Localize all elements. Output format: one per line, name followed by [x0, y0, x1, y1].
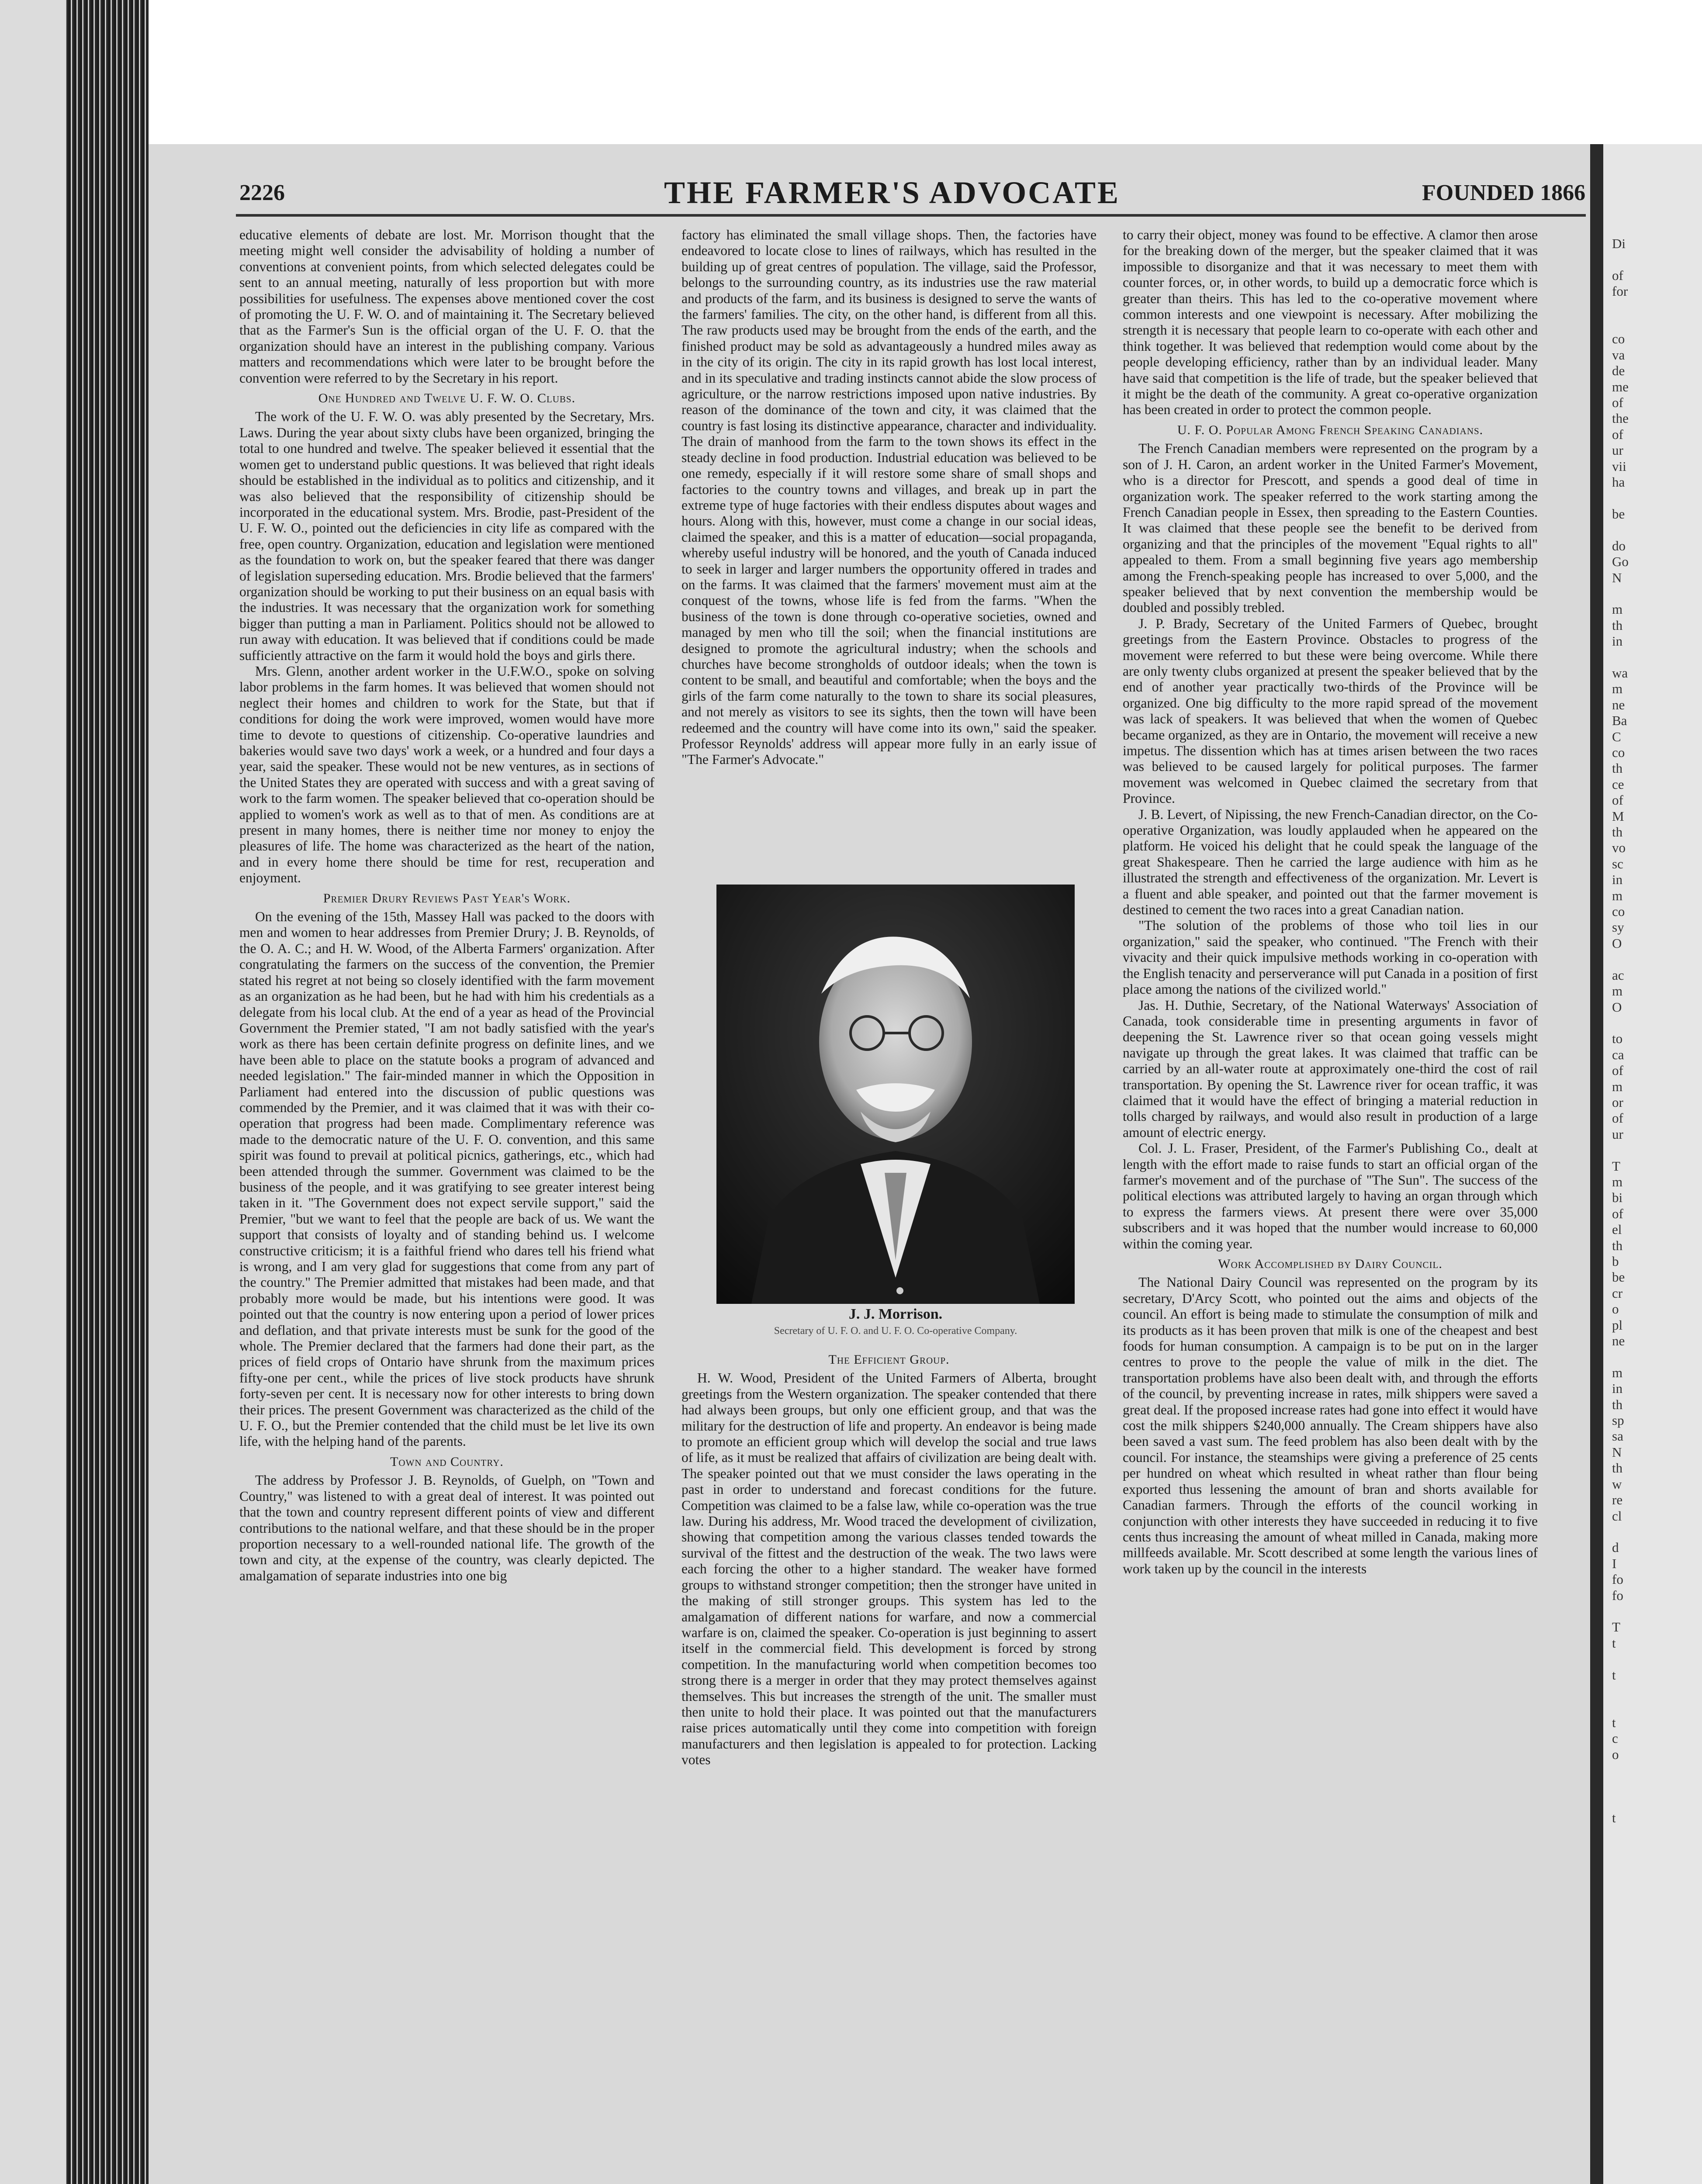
article-column-middle-top — [681, 227, 1097, 768]
fragment-line: w — [1612, 1476, 1622, 1492]
fragment-line: of — [1612, 792, 1623, 808]
article-paragraph: factory has eliminated the small village shops. Then, the factories have endeavored to locate close to lines of railways, which has resulted in the building up of great centres of population. The village, said the Professor, belongs to the surrounding country, as its industries use the raw material and products of the farm, and its business is designed to serve the wants of the farmers' families. The city, on the other hand, is different from all this. The raw products used may be brought from the ends of the earth, and the finished product may be sold as advantageously a hundred miles away as in the city of its origin. The city in its rapid growth has lost local interest, and in its speculative and trading instincts cannot abide the slow process of agriculture, or the narrow restrictions imposed upon native industries. By reason of the dominance of the town and city, it was claimed that the country is fast losing its distinctive appearance, character and individuality. The drain of manhood from the farm to the town shows its effect in the steady decline in food production. Industrial education was believed to be one remedy, especially if it will restore some share of small shops and factories to the country towns and villages, and break up in part the extreme type of huge factories with their endless disputes about wages and hours. Along with this, however, must come a change in our social ideas, claimed the speaker, and this is a matter of education—social propaganda, whereby useful industry will be honored, and the youth of Canada induced to seek in larger and larger numbers the opportunity offered in trades and on the farms. It was claimed that the farmers' movement must aim at the conquest of the towns, whose life is fed from the farms. "When the business of the town is done through co-operative societies, owned and managed by men who till the soil; when the financial institutions are designed to promote the agricultural industry; when the schools and churches have become strongholds of outdoor ideals; when the town is content to be small, and beautiful and comfortable; when the boys and the girls of the farm come naturally to the town to share its social pleasures, and not merely as visitors to see its sights, then the town will have been redeemed and the country will have come into its own," said the speaker. Professor Reynolds' address will appear more fully in an early issue of "The Farmer's Advocate." — [681, 227, 1097, 767]
article-paragraph: educative elements of debate are lost. Mr. Morrison thought that the meeting might well consider the advisability of holding a number of conventions at convenient points, from which selected delegates could be sent to an annual meeting, naturally of less proportion but with more possibilities for usefulness. The expenses above mentioned cover the cost of promoting the U. F. W. O. and of maintaining it. The Secretary believed that as the Farmer's Sun is the official organ of the U. F. O. that the organization should have an interest in the publishing company. Various matters and recommendations which were later to be brought before the convention were referred to by the Secretary in his report. — [239, 227, 654, 386]
scan-top-margin — [66, 0, 1702, 144]
fragment-line: C — [1612, 729, 1621, 744]
fragment-line: Di — [1612, 236, 1626, 251]
fragment-line: of — [1612, 1063, 1623, 1078]
fragment-line: th — [1612, 760, 1623, 776]
fragment-line — [1612, 1349, 1702, 1365]
fragment-line: wa — [1612, 665, 1628, 681]
scan-left-margin — [0, 0, 66, 2184]
fragment-line: fo — [1612, 1572, 1623, 1587]
fragment-line: m — [1612, 601, 1623, 617]
article-paragraph: The National Dairy Council was represented on the program by its secretary, D'Arcy Scott, who pointed out the aims and objects of the council. An effort is being made to stimulate the consumption of milk and its products as it has been proven that milk is one of the cheapest and best foods for human consumption. A campaign is to be put on in the larger centres to prove to the people the value of milk in the diet. The transportation problems have also been dealt with, and through the efforts of the council, by preventing increase in rates, milk shippers were saved a great deal. If the proposed increase rates had gone into effect it would have cost the milk shippers $240,000 annually. The Cream shippers have also been saved a vast sum. The feed problem has also been dealt with by the council. For instance, the steamships were giving a preference of 25 cents per hundred on wheat which resulted in wheat rather than flour being exported thus lessening the amount of bran and shorts available for Canadian farmers. Through the efforts of the council working in conjunction with other interests they have succeeded in reducing it to five cents thus increasing the amount of wheat milled in Canada, making more millfeeds available. Mr. Scott described at some length the various lines of work taken up by the council in the interests — [1123, 1275, 1538, 1576]
fragment-line: in — [1612, 633, 1623, 649]
fragment-line: de — [1612, 363, 1625, 379]
fragment-line: m — [1612, 1365, 1623, 1380]
fragment-line: th — [1612, 824, 1623, 840]
fragment-line: sc — [1612, 856, 1623, 871]
fragment-line: T — [1612, 1619, 1620, 1635]
fragment-line — [1612, 315, 1702, 331]
fragment-line: o — [1612, 1746, 1619, 1762]
fragment-line: O — [1612, 999, 1622, 1015]
article-paragraph: "The solution of the problems of those who toil lies in our organization," said the speaker, who continued. "The French with their vivacity and their quick impulsive methods working in co-operation with the English tenacity and perserverance will put Canada in a position of first place among the nations of the civilized world." — [1123, 918, 1538, 997]
fragment-line: be — [1612, 1269, 1625, 1285]
fragment-line: o — [1612, 1301, 1619, 1317]
fragment-line: or — [1612, 1094, 1623, 1110]
masthead-title: THE FARMER'S ADVOCATE — [664, 175, 1120, 210]
fragment-line — [1612, 586, 1702, 601]
facing-page-text-fragments — [1612, 236, 1702, 1826]
fragment-line — [1612, 1142, 1702, 1158]
fragment-line: m — [1612, 681, 1623, 697]
section-heading: Premier Drury Reviews Past Year's Work. — [323, 891, 571, 905]
section-heading: Town and Country. — [390, 1454, 504, 1469]
fragment-line: c — [1612, 1731, 1618, 1746]
fragment-line: t — [1612, 1810, 1616, 1826]
fragment-line: me — [1612, 379, 1629, 394]
fragment-line: vo — [1612, 840, 1626, 856]
fragment-line: bi — [1612, 1190, 1623, 1206]
fragment-line — [1612, 1603, 1702, 1619]
fragment-line — [1612, 522, 1702, 538]
fragment-line: M — [1612, 808, 1624, 824]
header-rule — [236, 214, 1586, 217]
portrait-name: J. J. Morrison. — [848, 1306, 943, 1322]
fragment-line — [1612, 300, 1702, 315]
fragment-line: pl — [1612, 1317, 1623, 1333]
fragment-line: va — [1612, 347, 1625, 363]
fragment-line: ac — [1612, 967, 1624, 983]
section-heading: One Hundred and Twelve U. F. W. O. Clubs. — [318, 391, 576, 406]
fragment-line: ne — [1612, 1333, 1625, 1349]
section-heading: U. F. O. Popular Among French Speaking Canadians. — [1177, 422, 1484, 437]
fragment-line: of — [1612, 395, 1623, 411]
fragment-line: fo — [1612, 1587, 1623, 1603]
article-paragraph: to carry their object, money was found to be effective. A clamor then arose for the breaking down of the merger, but the speaker claimed that it was impossible to disorganize and that it was necessary to meet them with counter forces, or, in other words, to build up a democratic force which is greater than theirs. This has led to the co-operative movement where common interests and one viewpoint is necessary. After mobilizing the strength it is necessary that people learn to co-operate with each other and think together. It was believed that redemption would come about by the people developing efficiency, rather than by an individual leader. Many have said that competition is the life of trade, but the speaker believed that it might be the death of the community. A great co-operative organization has been created in order to protect the common people. — [1123, 227, 1538, 418]
article-paragraph: The address by Professor J. B. Reynolds, of Guelph, on "Town and Country," was listened to with a great deal of interest. It was pointed out that the town and country represent different points of view and different contributions to the national welfare, and that these should be in the proper proportion necessary to a well-rounded national life. The growth of the town and city, at the expense of the country, was clearly depicted. The amalgamation of separate industries into one big — [239, 1472, 654, 1583]
article-paragraph: J. B. Levert, of Nipissing, the new French-Canadian director, on the Co-operative Organization, was loudly applauded when he appeared on the platform. He voiced his delight that he could speak the language of the great Shakespeare. Then he carried the large audience with him as he illustrated the strength and effectiveness of the organization. Mr. Levert is a fluent and able speaker, and pointed out that the farmer movement is destined to cement the two races into a great Canadian nation. — [1123, 806, 1538, 918]
fragment-line: I — [1612, 1555, 1617, 1571]
fragment-line: do — [1612, 538, 1626, 553]
fragment-line: t — [1612, 1635, 1616, 1651]
fragment-line: ne — [1612, 697, 1625, 712]
portrait-caption: Secretary of U. F. O. and U. F. O. Co-operative Company. — [774, 1325, 1017, 1337]
fragment-line — [1612, 1524, 1702, 1540]
article-column-middle-bottom — [681, 1348, 1097, 1768]
fragment-line: m — [1612, 983, 1623, 999]
fragment-line: O — [1612, 935, 1622, 951]
page-number: 2226 — [239, 180, 285, 205]
fragment-line: T — [1612, 1158, 1620, 1174]
fragment-line — [1612, 1762, 1702, 1778]
fragment-line: el — [1612, 1222, 1622, 1237]
fragment-line — [1612, 1794, 1702, 1810]
fragment-line: to — [1612, 1031, 1623, 1047]
fragment-line — [1612, 1699, 1702, 1714]
fragment-line: m — [1612, 1174, 1623, 1189]
fragment-line — [1612, 1778, 1702, 1794]
fragment-line: in — [1612, 1381, 1623, 1396]
fragment-line: N — [1612, 1444, 1622, 1460]
article-paragraph: Col. J. L. Fraser, President, of the Farmer's Publishing Co., dealt at length with the effort made to raise funds to start an official organ of the farmer's movement and of the purchase of "The Sun". The success of the political elections was attributed largely to having an organ through which to express the farmers views. At present there were over 35,000 subscribers and it was hoped that the number would increase to 60,000 within the coming year. — [1123, 1140, 1538, 1251]
fragment-line — [1612, 1683, 1702, 1699]
fragment-line — [1612, 650, 1702, 665]
fragment-line: ha — [1612, 474, 1625, 490]
article-column-right — [1123, 227, 1538, 1577]
fragment-line: m — [1612, 888, 1623, 903]
fragment-line: th — [1612, 617, 1623, 633]
fragment-line: Ba — [1612, 713, 1627, 729]
fragment-line: in — [1612, 872, 1623, 888]
article-paragraph: The French Canadian members were represented on the program by a son of J. H. Caron, an ardent worker in the United Farmer's Movement, who is a director for Prescott, and spends a good deal of time in organization work. The speaker referred to the work starting among the French Canadian people in Essex, then spreading to the Eastern Counties. It was claimed that these people see the benefit to be derived from organizing and that the principles of the movement "Equal rights to all" appealed to them. From a small beginning five years ago membership among the French-speaking people has increased to over 5,000, and the speaker believed that by next convention the membership would be doubled and possibly trebled. — [1123, 441, 1538, 615]
section-heading: Work Accomplished by Dairy Council. — [1218, 1257, 1443, 1271]
fragment-line: cl — [1612, 1508, 1622, 1524]
fragment-line: d — [1612, 1540, 1619, 1555]
fragment-line: sy — [1612, 919, 1624, 935]
fragment-line: cr — [1612, 1285, 1623, 1301]
fragment-line: of — [1612, 1110, 1623, 1126]
fragment-line: th — [1612, 1460, 1623, 1476]
fragment-line: co — [1612, 745, 1625, 760]
fragment-line: t — [1612, 1714, 1616, 1730]
fragment-line — [1612, 252, 1702, 267]
fragment-line: co — [1612, 904, 1625, 919]
fragment-line — [1612, 1015, 1702, 1031]
portrait-photo — [716, 885, 1075, 1304]
article-paragraph: The work of the U. F. W. O. was ably presented by the Secretary, Mrs. Laws. During the year about sixty clubs have been organized, bringing the total to one hundred and twelve. The speaker believed it essential that the women get to understand public questions. It was believed that right ideals should be established in the individual as to politics and citizenship, and it was also believed that the responsibility of citizenship should be incorporated in the educational system. Mrs. Brodie, past-President of the U. F. W. O., pointed out the deficiencies in city life as compared with the free, open country. Organization, education and legislation were mentioned as the foundation to work on, but the speaker feared that there was danger of legislation superseding education. Mrs. Brodie believed that the farmers' organization should be working to put their business on an equal basis with the industries. It was necessary that the organization work for something bigger than putting a man in Parliament. Politics should not be allowed to run away with education. It was believed that if conditions could be made sufficiently attractive on the farm it would hold the boys and girls there. — [239, 409, 654, 663]
fragment-line — [1612, 491, 1702, 506]
fragment-line: t — [1612, 1667, 1616, 1683]
fragment-line: th — [1612, 1237, 1623, 1253]
fragment-line: N — [1612, 570, 1622, 585]
fragment-line: th — [1612, 1396, 1623, 1412]
fragment-line: ur — [1612, 442, 1623, 458]
fragment-line: vii — [1612, 458, 1626, 474]
fragment-line: ce — [1612, 776, 1624, 792]
book-binding — [1590, 144, 1603, 2184]
article-paragraph: J. P. Brady, Secretary of the United Farmers of Quebec, brought greetings from the Eastern Province. Obstacles to progress of the movement were referred to but these were being overcome. While there are only twenty clubs organized at present the speaker believed that by the end of another year practically two-thirds of the Province will be organized. One big difficulty to the more rapid spread of the movement was lack of speakers. It was believed that when the women of Quebec became organized, as they are in Ontario, the movement will receive a new impetus. The dissention which has at times arisen between the two races was believed to be caused largely for political purposes. The farmer movement was welcomed in Quebec claimed the secretary from that Province. — [1123, 615, 1538, 806]
article-paragraph: Jas. H. Duthie, Secretary, of the National Waterways' Association of Canada, took considerable time in presenting arguments in favor of deepening the St. Lawrence river so that ocean going vessels might navigate up through the great lakes. It was claimed that traffic can be carried by an all-water route at approximately one-third the cost of rail transportation. By opening the St. Lawrence river for ocean traffic, it was claimed that it would have the effect of bringing a material reduction in tolls charged by railways, and would also result in production of a large amount of electric energy. — [1123, 997, 1538, 1140]
fragment-line: for — [1612, 283, 1628, 299]
fragment-line — [1612, 1651, 1702, 1667]
article-paragraph: On the evening of the 15th, Massey Hall was packed to the doors with men and women to hear addresses from Premier Drury; J. B. Reynolds, of the O. A. C.; and H. W. Wood, of the Alberta Farmers' organization. After congratulating the farmers on the success of the convention, the Premier stated his regret at not being so closely identified with the farm movement as an organization as he had been, but he had with him his credentials as a delegate from his local club. At the end of a year as head of the Provincial Government the Premier stated, "I am not badly satisfied with the year's work as there has been certain definite progress on definite lines, and we have been able to place on the statute books a program of advanced and needed legislation." The fair-minded manner in which the Opposition in Parliament had entered into the discussion of public questions was commended by the Premier, and it was claimed that it was with their co-operation that progress had been made. Complimentary reference was made to the democratic nature of the U. F. O. convention, and this same spirit was found to prevail at political picnics, gatherings, etc., which had been attended through the summer. Government was claimed to be the business of the people, and it was gratifying to see greater interest being taken in it. "The Government does not expect servile support," said the Premier, "but we want to feel that the people are back of us. We want the support that consists of loyalty and of standing behind us. I welcome constructive criticism; it is a faithful friend who dares tell his friend what is wrong, and I am very glad for suggestions that come from any part of the country." The Premier admitted that mistakes had been made, and that probably more would be made, but his intentions were good. It was pointed out that the country is now entering upon a period of lower prices and deflation, and that private interests must be sunk for the good of the whole. The Premier declared that the farmers had done their part, as the prices of field crops of Ontario have shrunk from the maximum prices fifty-one per cent., while the prices of live stock products have shrunk forty-seven per cent. It is necessary now for other interests to bring down their prices. The present Government was characterized as the child of the U. F. O., but the Premier contended that the child must be let live its own life, with the helping hand of the parents. — [239, 909, 654, 1449]
fragment-line: of — [1612, 267, 1623, 283]
fragment-line: Go — [1612, 554, 1629, 570]
article-paragraph: Mrs. Glenn, another ardent worker in the U.F.W.O., spoke on solving labor problems in the farm homes. It was believed that women should not neglect their homes and children to work for the State, but that if conditions for doing the work were improved, women would have more time to devote to questions of citizenship. Co-operative laundries and bakeries would save two days' work a week, or a hundred and four days a year, said the speaker. These would not be new ventures, as in sections of the United States they are operated with success and with a great saving of work to the farm women. The speaker believed that co-operation should be applied to women's work as well as to that of men. As conditions are at present in many homes, there is neither time nor money to enjoy the pleasures of life. The home was characterized as the heart of the nation, and in every home there should be time for rest, recuperation and enjoyment. — [239, 663, 654, 886]
founded-date: FOUNDED 1866 — [1422, 180, 1586, 205]
fragment-line — [1612, 951, 1702, 967]
fragment-line: ur — [1612, 1126, 1623, 1142]
fragment-line: sp — [1612, 1413, 1624, 1428]
article-paragraph: H. W. Wood, President of the United Farmers of Alberta, brought greetings from the Western organization. The speaker contended that there had always been groups, but only one efficient group, and that was the military for the destruction of life and property. An endeavor is being made to promote an efficient group which will develop the social and true laws of life, as it must be realized that affairs of civilization are being dealt with. The speaker pointed out that we must consider the laws operating in the past in order to understand and forecast conditions for the future. Competition was claimed to be a false law, while co-operation was the true law. During his address, Mr. Wood traced the development of civilization, showing that competition among the various classes tended towards the survival of the fittest and the destruction of the weak. The two laws were each forcing the other to a higher standard. The weaker have formed groups to withstand stronger competition; then the stronger have united in the making of still stronger groups. This system has led to the amalgamation of different nations for warfare, and now a commercial warfare is on, claimed the speaker. Co-operation is just beginning to assert itself in the commercial field. This development is forced by strong competition. In the manufacturing world when competition becomes too strong there is a merger in order that they may protect themselves against themselves. This but increases the strength of the unit. The smaller must then unite to hold their place. It was pointed out that the manufacturers raise prices automatically until they come into competition with foreign manufacturers and then legislation is appealed to for protection. Lacking votes — [681, 1370, 1097, 1768]
fragment-line: m — [1612, 1078, 1623, 1094]
fragment-line: sa — [1612, 1428, 1623, 1444]
fragment-line: b — [1612, 1254, 1619, 1269]
fragment-line: the — [1612, 411, 1629, 426]
portrait-figure — [716, 885, 1075, 1304]
article-column-left — [239, 227, 654, 1584]
fragment-line: be — [1612, 506, 1625, 522]
fragment-line: re — [1612, 1492, 1623, 1508]
fragment-line: ca — [1612, 1047, 1624, 1062]
fragment-line: of — [1612, 426, 1623, 442]
fragment-line: co — [1612, 331, 1625, 347]
fragment-line: of — [1612, 1206, 1623, 1221]
section-heading: The Efficient Group. — [828, 1352, 950, 1367]
